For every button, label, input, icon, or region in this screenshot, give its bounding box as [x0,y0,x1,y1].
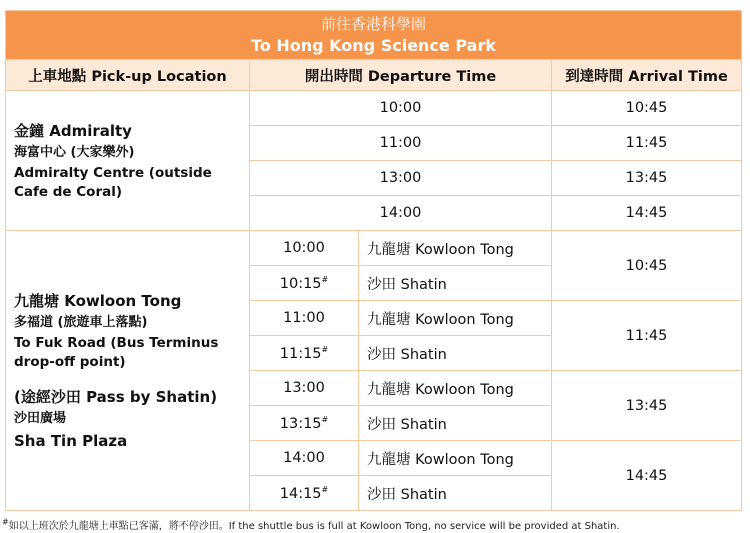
title-row [6,11,742,60]
location-kowloon-tong [6,231,250,511]
admiralty-name: 金鐘 Admiralty [14,121,132,140]
admiralty-en: Admiralty Centre (outside Cafe de Coral) [14,164,212,200]
via-stop: 沙田 Shatin [359,336,552,371]
departure-time-hash [250,476,359,511]
departure-time-hash [250,266,359,301]
departure-time-hash [250,336,359,371]
kowloon-en: To Fuk Road (Bus Terminus drop-off point) [14,334,219,370]
arrival-time: 13:45 [552,371,742,441]
shuttle-schedule-table [5,10,742,511]
via-stop: 九龍塘 Kowloon Tong [359,301,552,336]
arrival-time: 13:45 [552,161,742,196]
departure-time: 14:15 [279,485,322,502]
via-stop: 九龍塘 Kowloon Tong [359,441,552,476]
kowloon-zh: 多福道 (旅遊車上落點) [14,314,148,330]
departure-time: 11:00 [250,301,359,336]
arrival-time: 11:45 [552,126,742,161]
departure-time: 11:00 [250,126,552,161]
plaza-en: Sha Tin Plaza [14,431,128,450]
departure-time: 13:15 [279,415,322,432]
departure-time-hash [250,406,359,441]
departure-time: 13:00 [250,371,359,406]
arrival-time: 11:45 [552,301,742,371]
title-en: To Hong Kong Science Park [251,36,496,55]
departure-time: 14:00 [250,196,552,231]
footnote [2,517,620,532]
via-stop: 沙田 Shatin [359,406,552,441]
plaza-zh: 沙田廣場 [14,410,67,426]
arrival-time: 14:45 [552,441,742,511]
departure-time: 14:00 [250,441,359,476]
hash-mark: # [321,414,329,424]
table-row [6,231,742,266]
hash-mark: # [321,274,329,284]
departure-time: 10:00 [250,91,552,126]
arrival-time: 14:45 [552,196,742,231]
departure-time: 10:15 [279,275,322,292]
header-row [6,60,742,91]
header-arrival: 到達時間 Arrival Time [552,60,742,91]
table-row [6,91,742,126]
title-zh: 前往香港科學園 [320,15,426,33]
hash-mark: # [321,484,329,494]
header-pickup: 上車地點 Pick-up Location [6,60,250,91]
footnote-text: 如以上班次於九龍塘上車點已客滿，將不停沙田。If the shuttle bus is full at Kowloon Tong, no service will be provided at Shatin. [8,521,620,532]
via-stop: 沙田 Shatin [359,476,552,511]
arrival-time: 10:45 [552,231,742,301]
admiralty-zh: 海富中心 (大家樂外) [14,144,135,160]
location-admiralty [6,91,250,231]
departure-time: 13:00 [250,161,552,196]
departure-time: 11:15 [279,345,322,362]
hash-mark: # [321,344,329,354]
hash-mark: # [2,517,9,527]
arrival-time: 10:45 [552,91,742,126]
header-departure: 開出時間 Departure Time [250,60,552,91]
via-stop: 九龍塘 Kowloon Tong [359,231,552,266]
via-stop: 沙田 Shatin [359,266,552,301]
via-stop: 九龍塘 Kowloon Tong [359,371,552,406]
departure-time: 10:00 [250,231,359,266]
schedule-container [5,10,741,511]
pass-by-shatin: (途經沙田 Pass by Shatin) [14,387,218,406]
kowloon-name: 九龍塘 Kowloon Tong [14,291,182,310]
table-title [6,11,742,60]
